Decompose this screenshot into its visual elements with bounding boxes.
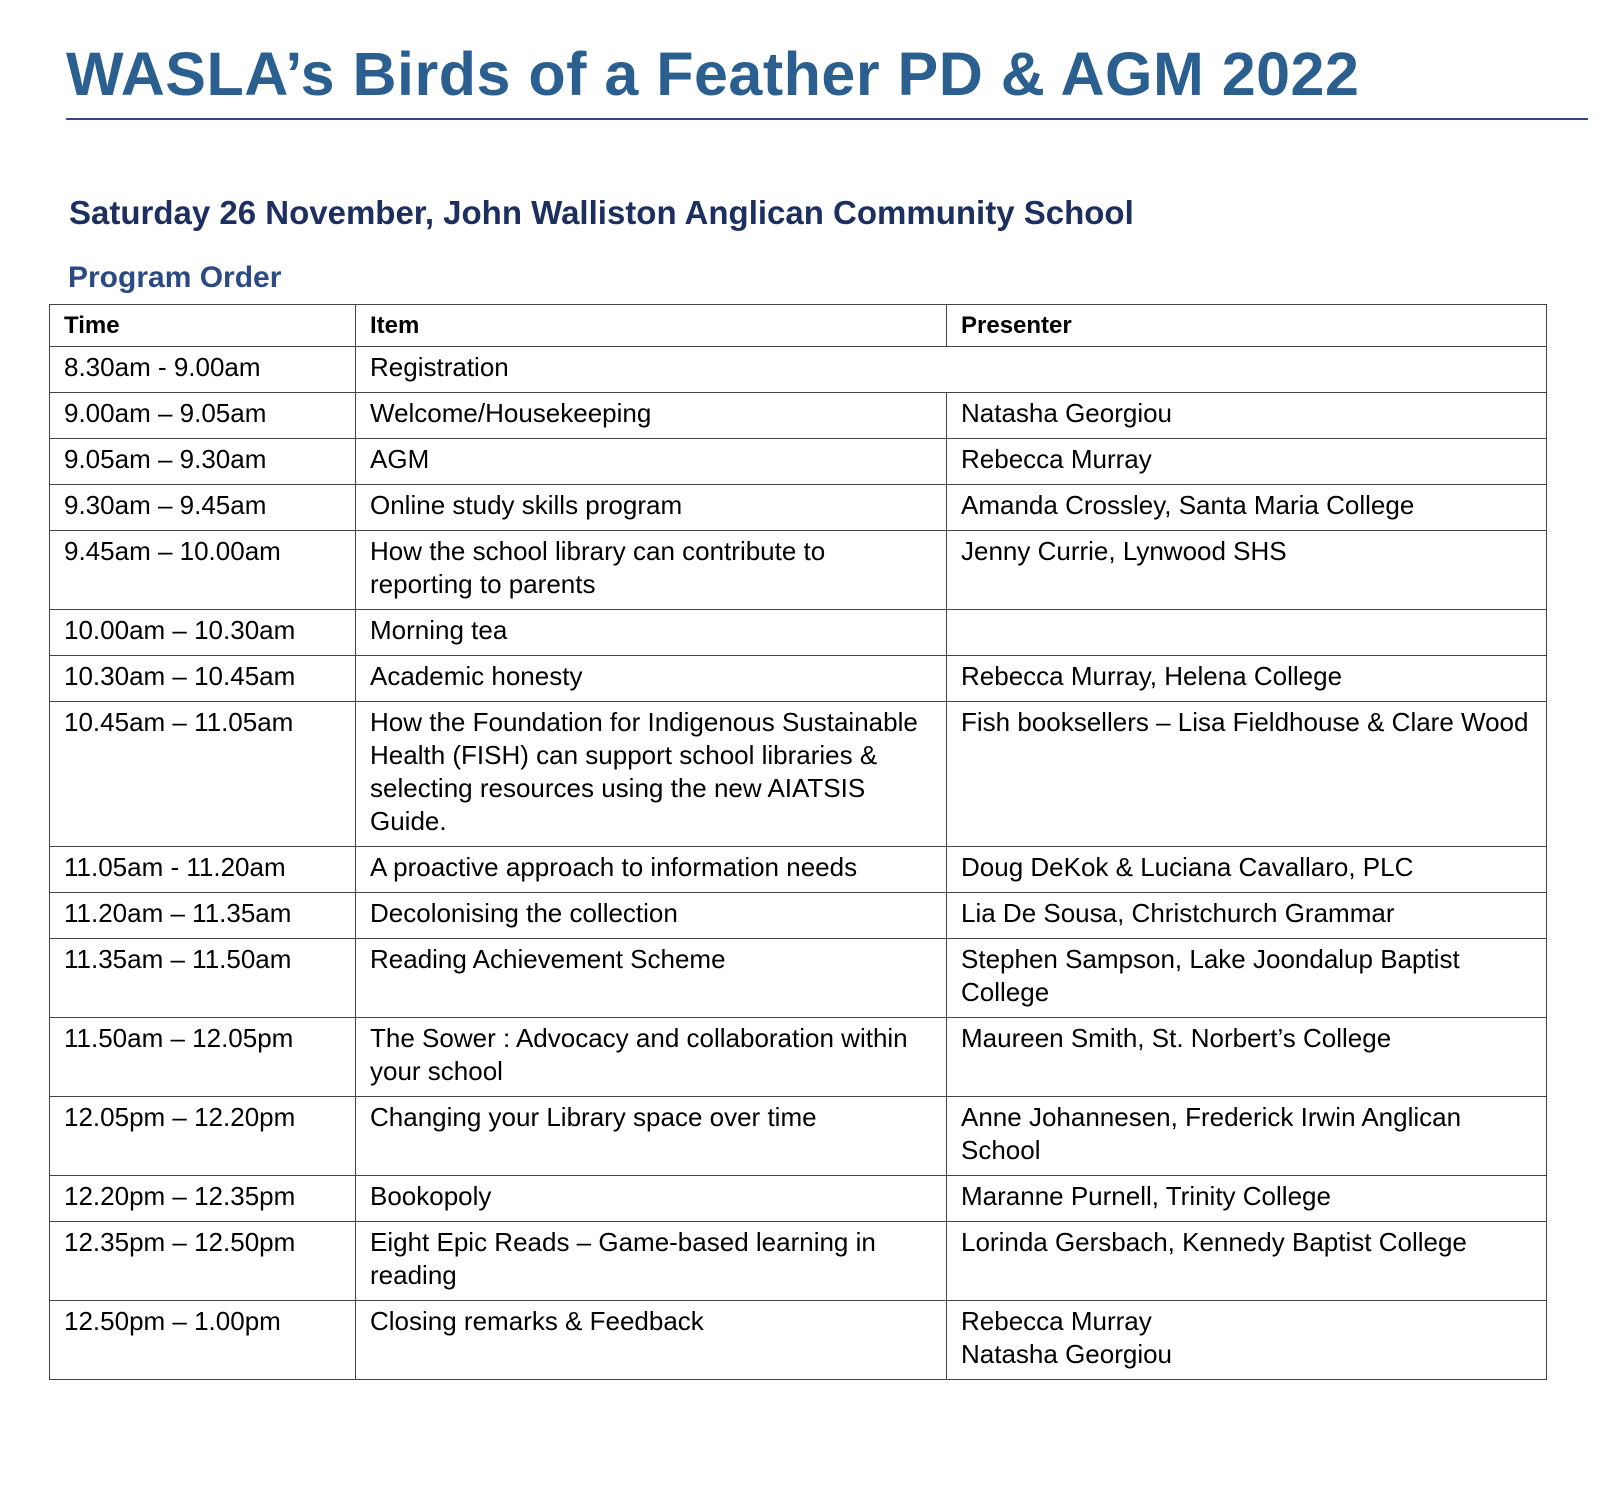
cell-item: A proactive approach to information needs [356, 847, 947, 893]
cell-time: 11.20am – 11.35am [50, 893, 356, 939]
cell-presenter: Rebecca Murray [947, 439, 1547, 485]
presenter-name: Rebecca Murray [961, 1306, 1152, 1336]
cell-item: How the school library can contribute to reporting to parents [356, 531, 947, 610]
table-row [50, 893, 1547, 939]
table-row [50, 1018, 1547, 1097]
cell-item: Registration [356, 347, 1547, 393]
cell-time: 9.05am – 9.30am [50, 439, 356, 485]
cell-item: Decolonising the collection [356, 893, 947, 939]
cell-item: Changing your Library space over time [356, 1097, 947, 1176]
presenter-name: Natasha Georgiou [961, 1339, 1173, 1369]
table-row [50, 485, 1547, 531]
cell-item: The Sower : Advocacy and collaboration within your school [356, 1018, 947, 1097]
cell-item: How the Foundation for Indigenous Sustainable Health (FISH) can support school libraries & selecting resources using the new AIATSIS Guide. [356, 702, 947, 847]
cell-time: 11.35am – 11.50am [50, 939, 356, 1018]
cell-presenter: Rebecca Murray, Helena College [947, 656, 1547, 702]
table-row [50, 439, 1547, 485]
cell-time: 10.45am – 11.05am [50, 702, 356, 847]
cell-item: Eight Epic Reads – Game-based learning in reading [356, 1222, 947, 1301]
cell-presenter: Doug DeKok & Luciana Cavallaro, PLC [947, 847, 1547, 893]
cell-item: Welcome/Housekeeping [356, 393, 947, 439]
cell-time: 12.05pm – 12.20pm [50, 1097, 356, 1176]
program-table [49, 304, 1547, 1380]
cell-presenter: Maureen Smith, St. Norbert’s College [947, 1018, 1547, 1097]
table-row [50, 1097, 1547, 1176]
cell-item: Online study skills program [356, 485, 947, 531]
table-header-row [50, 305, 1547, 347]
cell-presenter: Lorinda Gersbach, Kennedy Baptist College [947, 1222, 1547, 1301]
table-row [50, 656, 1547, 702]
cell-time: 10.30am – 10.45am [50, 656, 356, 702]
cell-time: 9.00am – 9.05am [50, 393, 356, 439]
cell-presenter: Fish booksellers – Lisa Fieldhouse & Clare Wood [947, 702, 1547, 847]
cell-presenter: Natasha Georgiou [947, 393, 1547, 439]
cell-time: 9.30am – 9.45am [50, 485, 356, 531]
table-row [50, 610, 1547, 656]
table-row [50, 1176, 1547, 1222]
table-row [50, 1301, 1547, 1380]
column-header-presenter: Presenter [947, 305, 1547, 347]
table-row [50, 347, 1547, 393]
table-row [50, 939, 1547, 1018]
cell-presenter: Anne Johannesen, Frederick Irwin Anglican School [947, 1097, 1547, 1176]
cell-presenter [947, 1301, 1547, 1380]
cell-time: 12.20pm – 12.35pm [50, 1176, 356, 1222]
table-row [50, 1222, 1547, 1301]
table-row [50, 393, 1547, 439]
cell-time: 11.05am - 11.20am [50, 847, 356, 893]
cell-item: Morning tea [356, 610, 947, 656]
cell-presenter: Maranne Purnell, Trinity College [947, 1176, 1547, 1222]
table-row [50, 531, 1547, 610]
table-row [50, 847, 1547, 893]
cell-item: Reading Achievement Scheme [356, 939, 947, 1018]
cell-time: 12.50pm – 1.00pm [50, 1301, 356, 1380]
cell-item: Academic honesty [356, 656, 947, 702]
cell-presenter: Jenny Currie, Lynwood SHS [947, 531, 1547, 610]
cell-item: AGM [356, 439, 947, 485]
column-header-item: Item [356, 305, 947, 347]
title-divider [66, 118, 1588, 120]
cell-time: 8.30am - 9.00am [50, 347, 356, 393]
event-date-venue: Saturday 26 November, John Walliston Anglican Community School [69, 194, 1134, 231]
cell-presenter: Lia De Sousa, Christchurch Grammar [947, 893, 1547, 939]
cell-presenter: Amanda Crossley, Santa Maria College [947, 485, 1547, 531]
cell-time: 12.35pm – 12.50pm [50, 1222, 356, 1301]
page-title: WASLA’s Birds of a Feather PD & AGM 2022 [66, 40, 1360, 108]
column-header-time: Time [50, 305, 356, 347]
cell-presenter: Stephen Sampson, Lake Joondalup Baptist College [947, 939, 1547, 1018]
cell-time: 9.45am – 10.00am [50, 531, 356, 610]
table-row [50, 702, 1547, 847]
cell-item: Bookopoly [356, 1176, 947, 1222]
cell-time: 11.50am – 12.05pm [50, 1018, 356, 1097]
cell-time: 10.00am – 10.30am [50, 610, 356, 656]
section-title: Program Order [68, 261, 282, 294]
cell-presenter [947, 610, 1547, 656]
cell-item: Closing remarks & Feedback [356, 1301, 947, 1380]
